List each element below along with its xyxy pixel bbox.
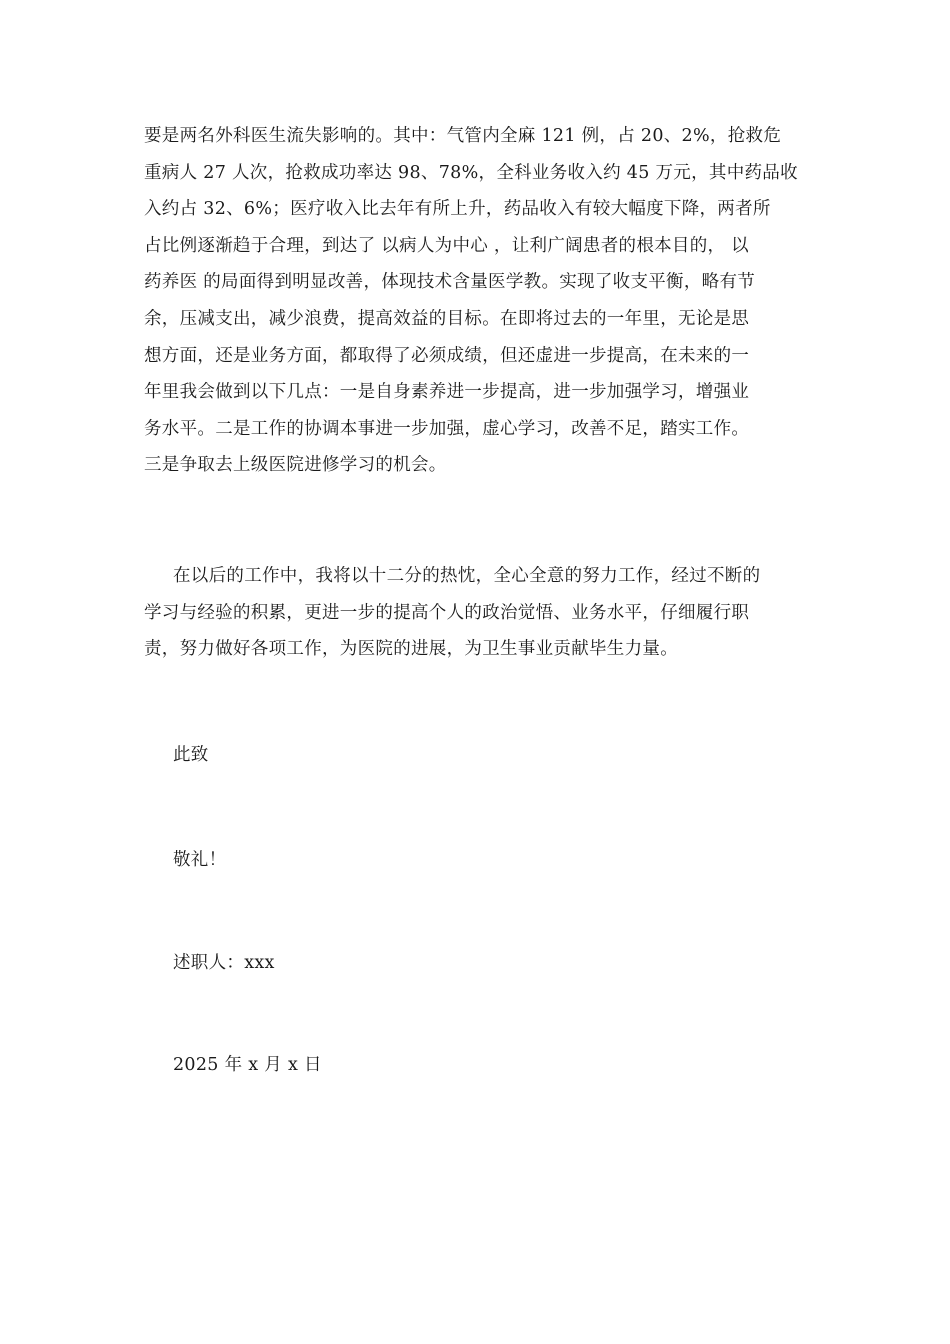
paragraph-1-line-3: 入约占 32、6%；医疗收入比去年有所上升，药品收入有较大幅度下降，两者所 xyxy=(144,199,771,220)
closing-salutation: 此致 xyxy=(173,745,209,765)
paragraph-1-line-8: 年里我会做到以下几点：一是自身素养进一步提高，进一步加强学习，增强业 xyxy=(144,382,750,403)
signature: 述职人：xxx xyxy=(173,953,275,973)
paragraph-2-line-2: 学习与经验的积累，更进一步的提高个人的政治觉悟、业务水平，仔细履行职 xyxy=(144,602,750,623)
paragraph-1-line-2: 重病人 27 人次，抢救成功率达 98、78%，全科业务收入约 45 万元，其中药品收 xyxy=(144,162,798,183)
paragraph-1-line-10: 三是争取去上级医院进修学习的机会。 xyxy=(144,455,447,476)
paragraph-2 xyxy=(144,558,812,668)
paragraph-1 xyxy=(144,118,812,484)
paragraph-1-line-9: 务水平。二是工作的协调本事进一步加强，虚心学习，改善不足，踏实工作。 xyxy=(144,418,750,439)
paragraph-2-line-1: 在以后的工作中，我将以十二分的热忱，全心全意的努力工作，经过不断的 xyxy=(173,566,761,586)
closing-regards: 敬礼！ xyxy=(173,850,227,870)
paragraph-1-line-4: 占比例逐渐趋于合理，到达了 以病人为中心 ，让利广阔患者的根本目的， 以 xyxy=(144,235,749,256)
paragraph-1-line-5: 药养医 的局面得到明显改善，体现技术含量医学教。实现了收支平衡，略有节 xyxy=(144,272,756,293)
paragraph-1-line-1: 要是两名外科医生流失影响的。其中：气管内全麻 121 例，占 20、2%，抢救危 xyxy=(144,126,782,146)
paragraph-1-line-6: 余，压减支出，减少浪费，提高效益的目标。在即将过去的一年里，无论是思 xyxy=(144,308,750,329)
document-date: 2025 年 x 月 x 日 xyxy=(173,1055,322,1075)
paragraph-1-line-7: 想方面，还是业务方面，都取得了必须成绩，但还虚进一步提高，在未来的一 xyxy=(144,345,750,366)
paragraph-2-line-3: 责，努力做好各项工作，为医院的进展，为卫生事业贡献毕生力量。 xyxy=(144,639,678,660)
